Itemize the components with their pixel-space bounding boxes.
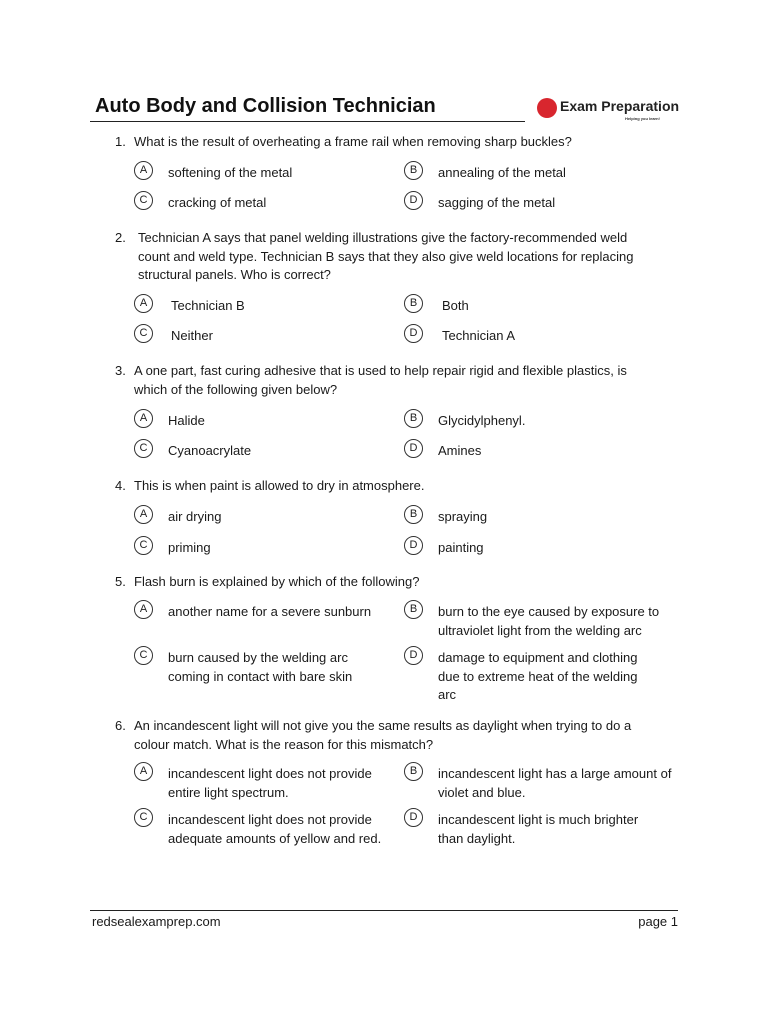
question-text: Technician A says that panel welding illustrations give the factory-recommended weld count and weld type. Technician B says that they also give weld locations for replacing structural panels. Who is correct?: [138, 230, 634, 282]
option-text: incandescent light is much brighter than daylight.: [438, 812, 639, 846]
option-letter-a-icon: A: [134, 505, 153, 524]
option-text: sagging of the metal: [438, 195, 556, 210]
exam-preparation-logo: [537, 96, 680, 126]
footer-divider: [90, 910, 678, 911]
logo-text: Exam Preparation: [560, 98, 680, 114]
question-number: 5.: [115, 574, 126, 589]
option-letter-b-icon: B: [404, 294, 423, 313]
title-divider: [90, 121, 525, 122]
option-letter-b-icon: B: [404, 409, 423, 428]
page-number: page 1: [638, 914, 678, 929]
question-number: 6.: [115, 718, 126, 733]
option-letter-b-icon: B: [404, 762, 423, 781]
option-letter-a-icon: A: [134, 161, 153, 180]
option-letter-d-icon: D: [404, 536, 423, 555]
question-text: This is when paint is allowed to dry in atmosphere.: [134, 478, 425, 493]
page-title: Auto Body and Collision Technician: [95, 95, 436, 117]
option-text: Both: [442, 298, 469, 313]
option-text: spraying: [438, 509, 488, 524]
option-text: cracking of metal: [168, 195, 267, 210]
logo-tagline: Helping you learn!: [625, 116, 660, 121]
option-letter-a-icon: A: [134, 762, 153, 781]
option-letter-c-icon: C: [134, 808, 153, 827]
option-letter-d-icon: D: [404, 439, 423, 458]
question-number: 2.: [115, 230, 126, 245]
option-letter-c-icon: C: [134, 439, 153, 458]
option-text: incandescent light does not provide entire light spectrum.: [168, 766, 372, 800]
question-number: 1.: [115, 134, 126, 149]
footer-website[interactable]: redsealexamprep.com: [92, 914, 221, 929]
question-text: What is the result of overheating a frame rail when removing sharp buckles?: [134, 134, 572, 149]
option-text: burn caused by the welding arc coming in contact with bare skin: [168, 650, 353, 684]
option-letter-b-icon: B: [404, 600, 423, 619]
option-text: damage to equipment and clothing due to extreme heat of the welding arc: [438, 650, 638, 702]
option-text: Neither: [171, 328, 213, 343]
option-letter-c-icon: C: [134, 191, 153, 210]
option-text: burn to the eye caused by exposure to ultraviolet light from the welding arc: [438, 604, 660, 638]
option-text: another name for a severe sunburn: [168, 604, 372, 619]
option-text: air drying: [168, 509, 222, 524]
option-text: Technician B: [171, 298, 245, 313]
question-text: An incandescent light will not give you the same results as daylight when trying to do a colour match. What is the reason for this mismatch?: [134, 718, 632, 752]
option-letter-d-icon: D: [404, 324, 423, 343]
option-text: incandescent light has a large amount of violet and blue.: [438, 766, 672, 800]
option-text: incandescent light does not provide adequate amounts of yellow and red.: [168, 812, 382, 846]
option-text: Halide: [168, 413, 205, 428]
logo-badge-icon: [537, 98, 557, 118]
option-letter-d-icon: D: [404, 646, 423, 665]
option-letter-b-icon: B: [404, 505, 423, 524]
question-number: 3.: [115, 363, 126, 378]
option-letter-b-icon: B: [404, 161, 423, 180]
question-number: 4.: [115, 478, 126, 493]
option-letter-c-icon: C: [134, 536, 153, 555]
option-text: Glycidylphenyl.: [438, 413, 526, 428]
question-text: Flash burn is explained by which of the following?: [134, 574, 420, 589]
option-letter-d-icon: D: [404, 191, 423, 210]
question-text: A one part, fast curing adhesive that is used to help repair rigid and flexible plastics, is which of the following given below?: [134, 363, 627, 397]
option-text: painting: [438, 540, 484, 555]
option-text: annealing of the metal: [438, 165, 566, 180]
option-letter-d-icon: D: [404, 808, 423, 827]
option-letter-a-icon: A: [134, 294, 153, 313]
option-letter-c-icon: C: [134, 646, 153, 665]
option-text: softening of the metal: [168, 165, 293, 180]
option-text: Technician A: [442, 328, 515, 343]
option-text: priming: [168, 540, 211, 555]
option-letter-a-icon: A: [134, 409, 153, 428]
option-letter-a-icon: A: [134, 600, 153, 619]
option-text: Cyanoacrylate: [168, 443, 252, 458]
option-text: Amines: [438, 443, 482, 458]
option-letter-c-icon: C: [134, 324, 153, 343]
